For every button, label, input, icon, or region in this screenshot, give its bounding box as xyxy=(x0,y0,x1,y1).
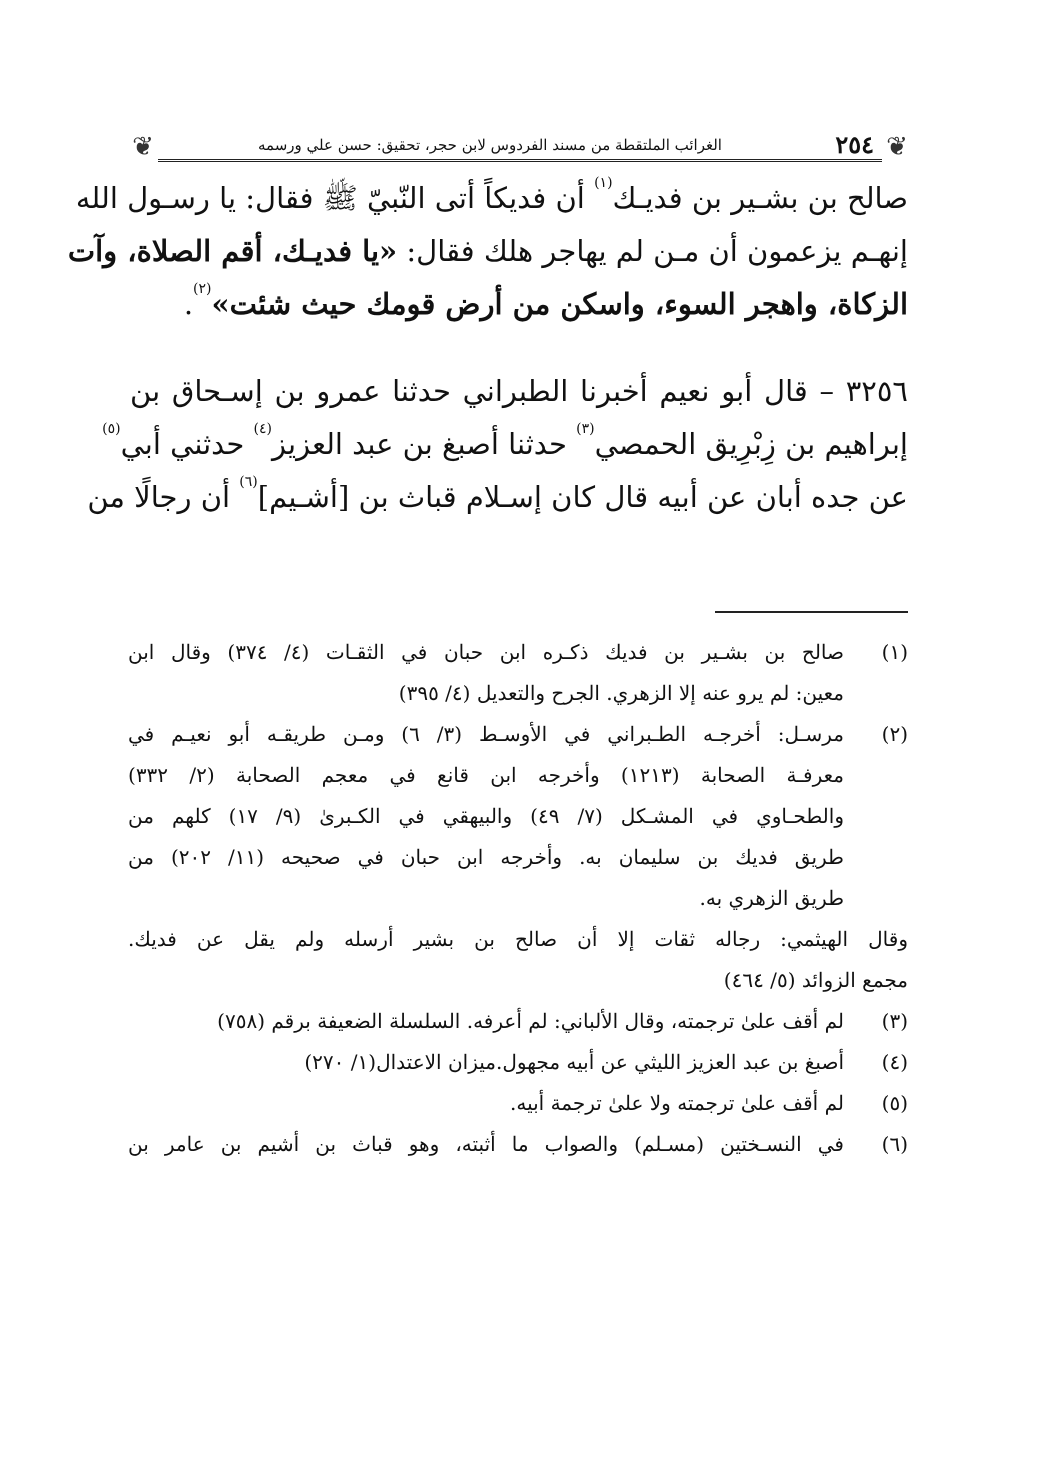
footnote-number: (٥) xyxy=(881,1091,908,1115)
page-number: ٢٥٤ xyxy=(835,130,874,159)
footnote-number: (١) xyxy=(881,640,908,664)
footnote-line: طريق الزهري به. xyxy=(699,886,844,910)
footnote-line: في النسـختين (مسـلم) والصواب ما أثبته، وهو قباث بن أشيم بن عامر بن xyxy=(128,1132,844,1156)
footnote-line: أصبغ بن عبد العزيز الليثي عن أبيه مجهول.ميزان الاعتدال(١/ ٢٧٠) xyxy=(304,1050,844,1074)
footnote-ref[interactable]: (٥) xyxy=(102,421,121,437)
footnote-line: مجمع الزوائد (٥/ ٤٦٤) xyxy=(723,968,908,992)
footnote-4 xyxy=(128,1042,908,1083)
footnote-line: لم أقف علىٰ ترجمته ولا علىٰ ترجمة أبيه. xyxy=(509,1091,844,1115)
footnote-number: (٦) xyxy=(881,1132,908,1156)
footnote-1 xyxy=(128,632,908,714)
footnote-line: معرفـة الصحابة (١٢١٣) وأخرجه ابن قانع في معجم الصحابة (٢/ ٣٣٢) xyxy=(128,763,844,787)
header-rule xyxy=(158,159,882,162)
page-header xyxy=(128,128,912,168)
footnote-separator xyxy=(715,611,908,613)
hadith-text: الزكاة، واهجر السوء، واسكن من أرض قومك حيث شئت» xyxy=(211,287,908,321)
footnote-line: طريق فديك بن سليمان به. وأخرجه ابن حبان في صحيحه (١١/ ٢٠٢) من xyxy=(128,845,844,869)
hadith-text: «يا فديـك، أقم الصلاة، وآت xyxy=(67,234,398,268)
footnote-line: لم أقف علىٰ ترجمته، وقال الألباني: لم أعرفه. السلسلة الضعيفة برقم (٧٥٨) xyxy=(217,1009,844,1033)
main-line: إنهـم يزعمون أن مـن لم يهاجر هلك فقال: «يا فديـك، أقم الصلاة، وآت xyxy=(67,234,908,268)
footnote-number: (٤) xyxy=(881,1050,908,1074)
header-ornament-right-icon: ❦ xyxy=(886,132,908,162)
footnote-5 xyxy=(128,1083,908,1124)
main-text xyxy=(67,172,908,524)
main-line: ٣٢٥٦ – قال أبو نعيم أخبرنا الطبراني حدثنا عمرو بن إسـحاق بن xyxy=(130,374,908,408)
footnote-2 xyxy=(128,714,908,919)
footnote-number: (٢) xyxy=(881,722,908,746)
footnote-ref[interactable]: (٢) xyxy=(193,281,212,297)
footnote-number: (٣) xyxy=(881,1009,908,1033)
footnotes xyxy=(128,632,908,1165)
footnote-line: معين: لم يرو عنه إلا الزهري. الجرح والتعديل (٤/ ٣٩٥) xyxy=(398,681,844,705)
main-line: الزكاة، واهجر السوء، واسكن من أرض قومك حيث شئت»$^{(٢)}$. xyxy=(183,281,908,321)
paragraph-gap xyxy=(130,331,908,365)
main-line: إبراهيم بن زِبْرِيق الحمصي$^{(٣)}$ حدثنا أصبغ بن عبد العزيز$^{(٤)}$ حدثني أبي$^{(٥)}$ xyxy=(102,421,908,461)
footnote-2-note xyxy=(128,919,908,1001)
running-title: الغرائب الملتقطة من مسند الفردوس لابن حجر، تحقيق: حسن علي ورسمه xyxy=(258,136,722,154)
main-line: عن جده أبان عن أبيه قال كان إسـلام قباث بن [أشـيم]$^{(٦)}$ أن رجالًا من xyxy=(87,474,908,514)
footnote-ref[interactable]: (٤) xyxy=(253,421,272,437)
footnote-ref[interactable]: (٣) xyxy=(576,421,595,437)
footnote-3 xyxy=(128,1001,908,1042)
main-line: صالح بن بشـير بن فديـك$^{(١)}$ أن فديكاً أتى النّبيّ ﷺ فقال: يا رسـول الله xyxy=(75,175,908,215)
footnote-ref[interactable]: (١) xyxy=(594,175,613,191)
footnote-6 xyxy=(128,1124,908,1165)
footnote-line: والطحـاوي في المشـكل (٧/ ٤٩) والبيهقي في الكـبرىٰ (٩/ ١٧) كلهم من xyxy=(128,804,844,828)
footnote-ref[interactable]: (٦) xyxy=(239,474,258,490)
footnote-line: صالح بن بشـير بن فديك ذكـره ابن حبان في الثقـات (٤/ ٣٧٤) وقال ابن xyxy=(128,640,844,664)
header-ornament-left-icon: ❦ xyxy=(132,132,154,162)
footnote-line: وقال الهيثمي: رجاله ثقات إلا أن صالح بن بشير أرسله ولم يقل عن فديك. xyxy=(128,927,908,951)
footnote-line: مرسـل: أخرجـه الطـبراني في الأوسـط (٣/ ٦) ومـن طريقـه أبو نعيـم في xyxy=(128,722,844,746)
